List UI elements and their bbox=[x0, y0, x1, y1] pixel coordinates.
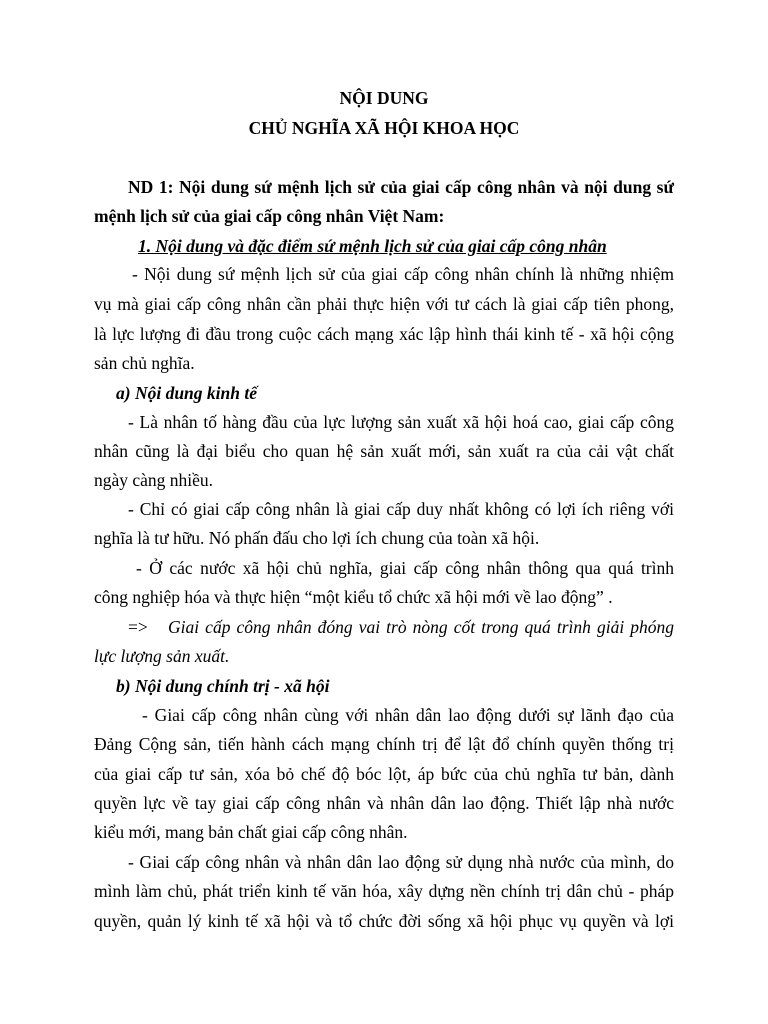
nd1-heading-line-1: ND 1: Nội dung sứ mệnh lịch sử của giai cấp công nhân và nội dung sứ bbox=[128, 177, 674, 197]
paragraph-5-line-4: quyền lực về tay giai cấp công nhân và nhân dân lao động. Thiết lập nhà nước bbox=[94, 793, 674, 813]
paragraph-6-line-2: mình làm chủ, phát triển kinh tế văn hóa, xây dựng nền chính trị dân chủ - pháp bbox=[94, 881, 674, 901]
paragraph-4-line-2: công nghiệp hóa và thực hiện “một kiểu tổ chức xã hội mới về lao động” . bbox=[94, 587, 613, 607]
paragraph-4-line-1: - Ở các nước xã hội chủ nghĩa, giai cấp công nhân thông qua quá trình bbox=[136, 558, 674, 578]
paragraph-1-line-1: - Nội dung sứ mệnh lịch sử của giai cấp công nhân chính là những nhiệm bbox=[132, 264, 674, 284]
paragraph-3-line-2: nghĩa là tư hữu. Nó phấn đấu cho lợi ích chung của toàn xã hội. bbox=[94, 528, 540, 548]
subheading-b: b) Nội dung chính trị - xã hội bbox=[116, 676, 330, 696]
paragraph-3-line-1: - Chỉ có giai cấp công nhân là giai cấp duy nhất không có lợi ích riêng với bbox=[128, 499, 674, 519]
paragraph-2-line-2: nhân cũng là đại biểu cho quan hệ sản xuất mới, sản xuất ra của cải vật chất bbox=[94, 441, 674, 461]
conclusion-line-2: lực lượng sản xuất. bbox=[94, 646, 230, 666]
paragraph-5-line-1: - Giai cấp công nhân cùng với nhân dân lao động dưới sự lãnh đạo của bbox=[142, 705, 674, 725]
section-1-heading: 1. Nội dung và đặc điểm sứ mệnh lịch sử của giai cấp công nhân bbox=[138, 236, 607, 256]
conclusion-arrow: => bbox=[128, 617, 148, 637]
paragraph-6-line-3: quyền, quản lý kinh tế xã hội và tổ chức đời sống xã hội phục vụ quyền và lợi bbox=[94, 911, 674, 931]
document-title: NỘI DUNG bbox=[339, 88, 429, 108]
paragraph-1-line-4: sản chủ nghĩa. bbox=[94, 353, 195, 373]
conclusion-line-1: Giai cấp công nhân đóng vai trò nòng cốt trong quá trình giải phóng bbox=[168, 617, 674, 637]
paragraph-1-line-2: vụ mà giai cấp công nhân cần phải thực hiện với tư cách là giai cấp tiên phong, bbox=[94, 294, 674, 314]
nd1-heading-line-2: mệnh lịch sử của giai cấp công nhân Việt Nam: bbox=[94, 206, 445, 226]
document-subtitle: CHỦ NGHĨA XÃ HỘI KHOA HỌC bbox=[248, 118, 520, 138]
subheading-a: a) Nội dung kinh tế bbox=[116, 383, 257, 403]
paragraph-6-line-1: - Giai cấp công nhân và nhân dân lao động sử dụng nhà nước của mình, do bbox=[128, 852, 674, 872]
paragraph-5-line-3: của giai cấp tư sản, xóa bỏ chế độ bóc lột, áp bức của chủ nghĩa tư bản, dành bbox=[94, 764, 674, 784]
paragraph-2-line-1: - Là nhân tố hàng đầu của lực lượng sản xuất xã hội hoá cao, giai cấp công bbox=[128, 412, 674, 432]
paragraph-5-line-5: kiểu mới, mang bản chất giai cấp công nhân. bbox=[94, 822, 408, 842]
paragraph-2-line-3: ngày càng nhiều. bbox=[94, 470, 214, 490]
paragraph-1-line-3: là lực lượng đi đầu trong cuộc cách mạng xác lập hình thái kinh tế - xã hội cộng bbox=[94, 324, 674, 344]
paragraph-5-line-2: Đảng Cộng sản, tiến hành cách mạng chính trị để lật đổ chính quyền thống trị bbox=[94, 734, 674, 754]
